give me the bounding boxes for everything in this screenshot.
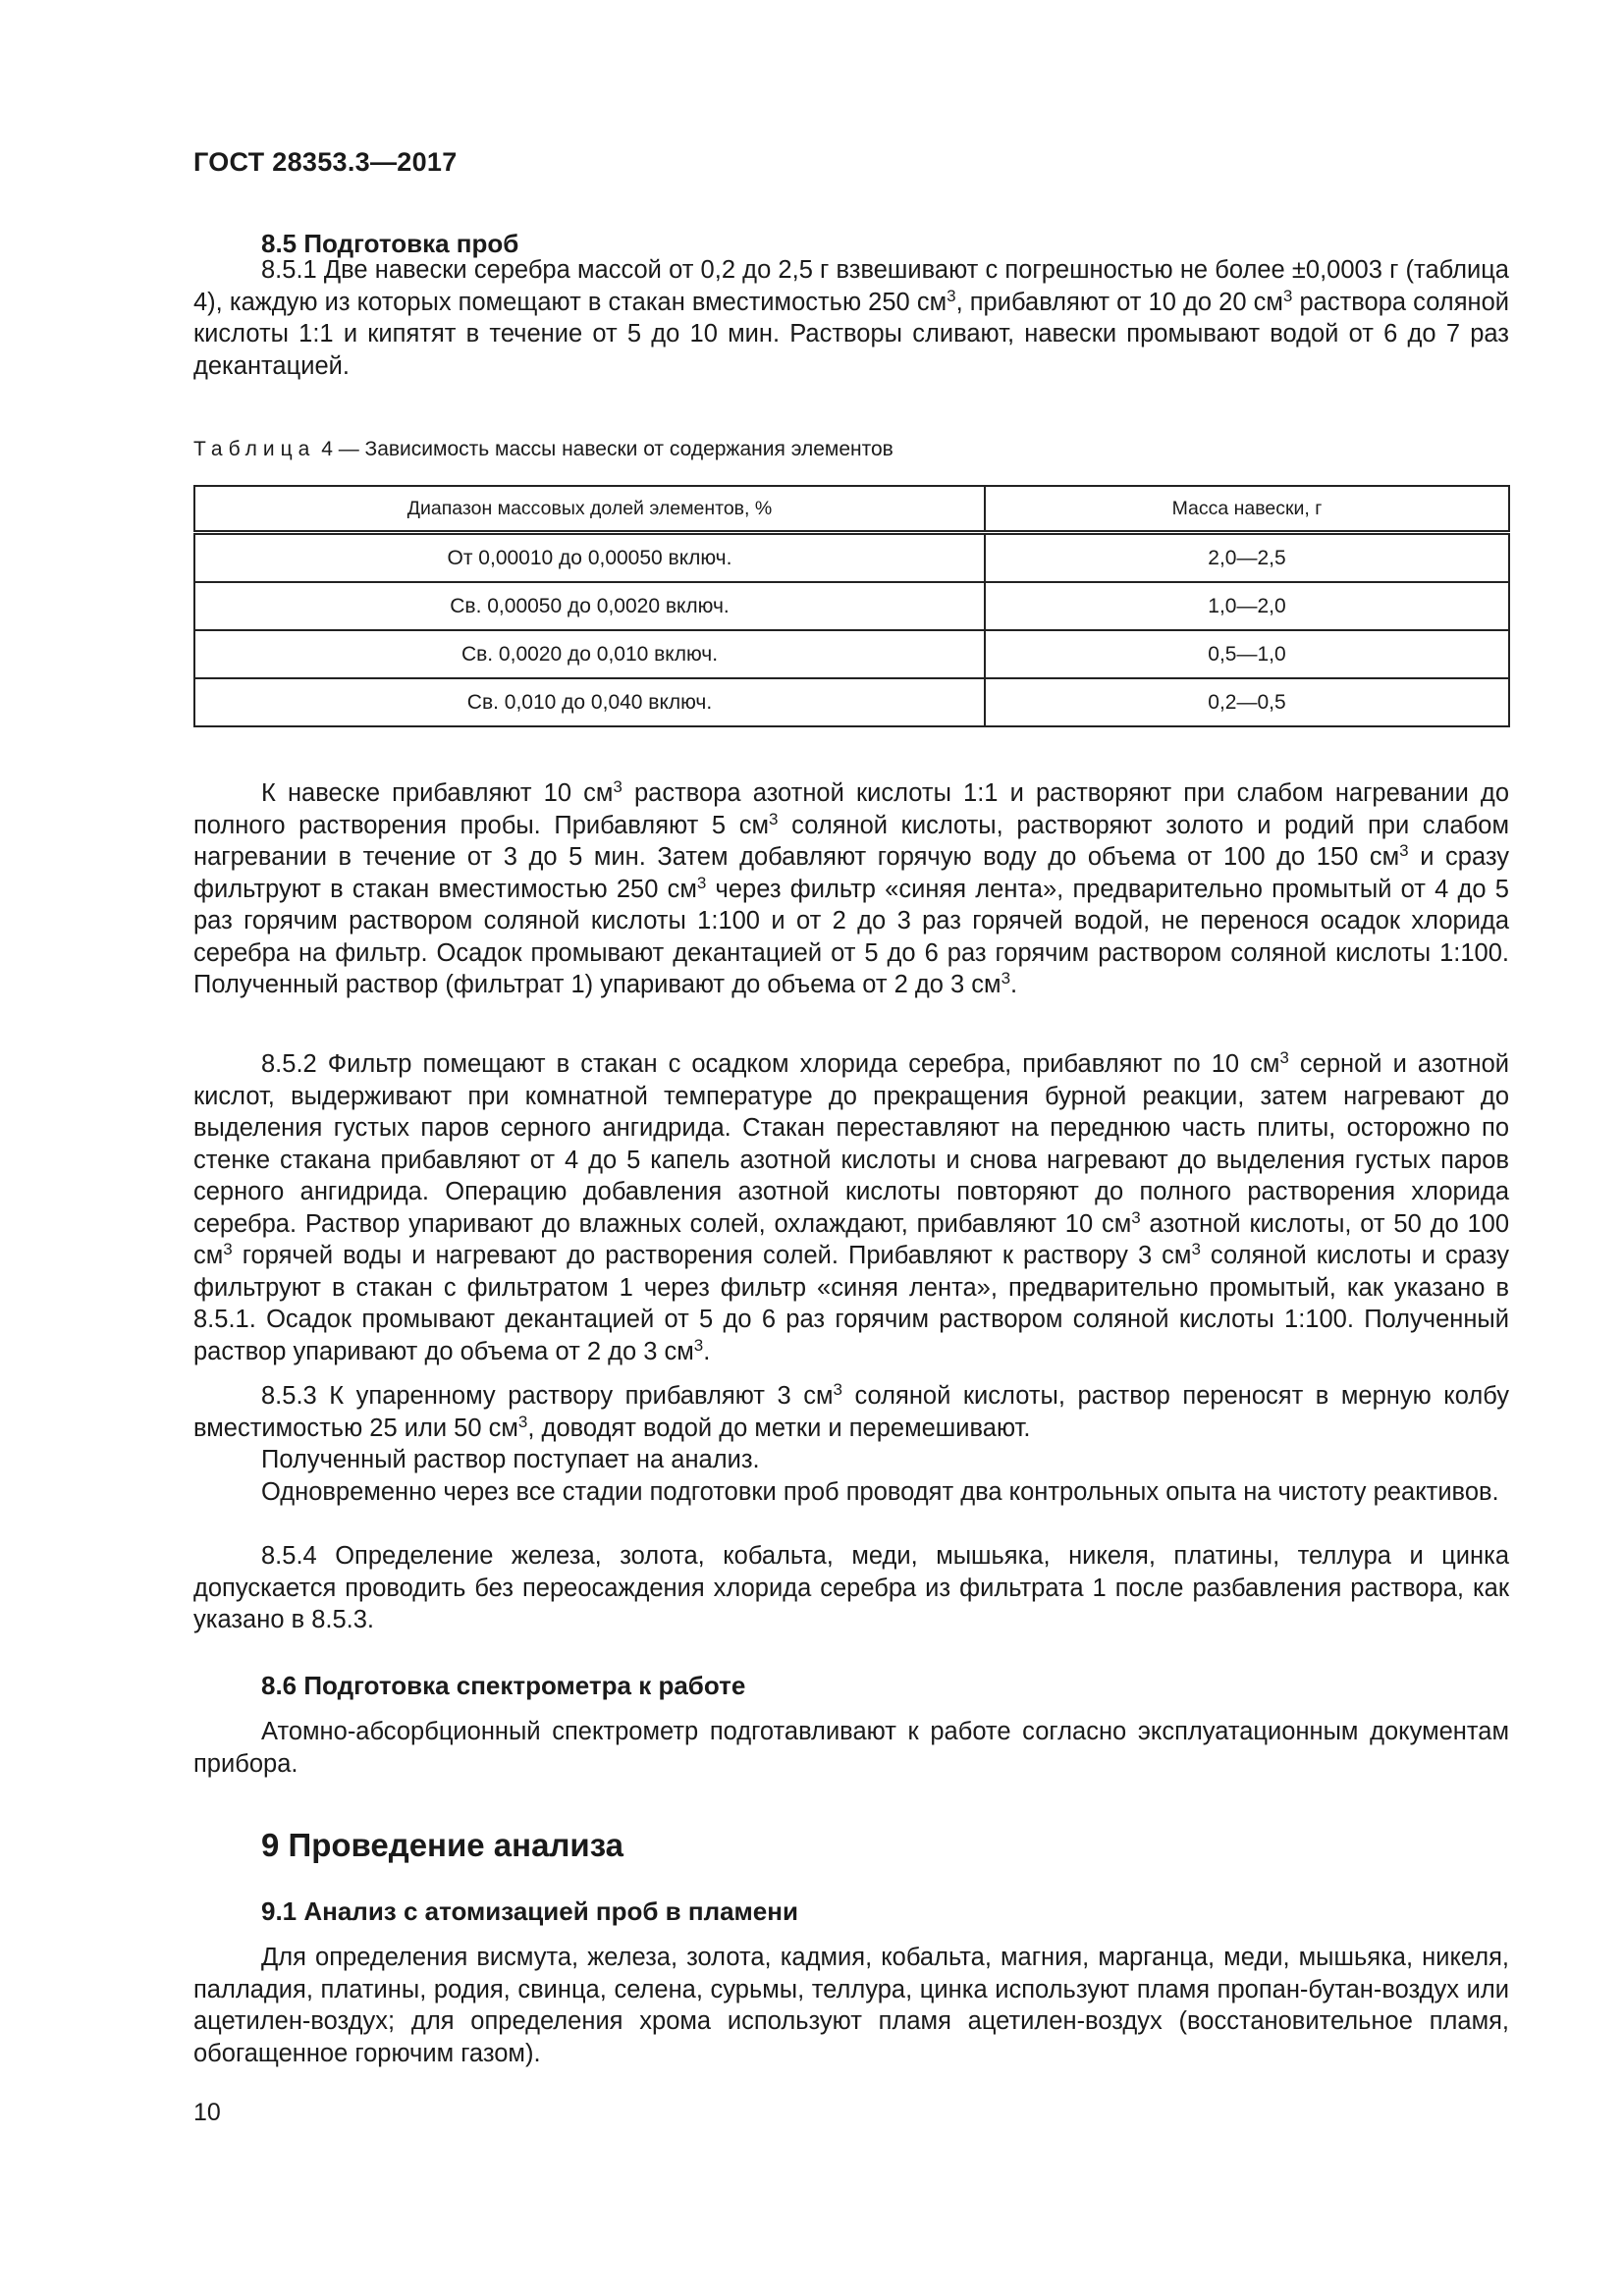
table-row [194, 630, 1509, 678]
table-cell: 0,2—0,5 [985, 678, 1509, 726]
table-cell: От 0,00010 до 0,00050 включ. [194, 533, 985, 583]
table-cell: Св. 0,00050 до 0,0020 включ. [194, 582, 985, 630]
table-cell: 0,5—1,0 [985, 630, 1509, 678]
paragraph-control-tests: Одновременно через все стадии подготовки проб проводят два контрольных опыта на чистоту реактивов. [261, 1478, 1499, 1506]
paragraph-8-5-2: 8.5.2 Фильтр помещают в стакан с осадком хлорида серебра, прибавляют по 10 $см^3$ серной и азотной кислот, выдерживают при комнатной температуре до прекращения бурной реакции, затем нагревают до выделения густых паров серного ангидрида. Стакан переставляют на переднюю часть плиты, осторожно по стенке стакана прибавляют от 4 до 5 капель азотной кислоты и снова нагревают до выделения густых паров серного ангидрида. Операцию добавления азотной кислоты повторяют до полного растворения хлорида серебра. Раствор упаривают до влажных солей, охлаждают, прибавляют 10 $см^3$ азотной кислоты, от 50 до 100 $см^3$ горячей воды и нагревают до растворения солей. Прибавляют к раствору 3 $см^3$ соляной кислоты и сразу фильтруют в стакан с фильтратом 1 через фильтр «синяя лента», предварительно промытый, как указано в 8.5.1. Осадок промывают декантацией от 5 до 6 раз горячим раствором соляной кислоты 1:100. Полученный раствор упаривают до объема от 2 до 3 $см^3$. [193, 1048, 1510, 1365]
section-8-6-title: 8.6 Подготовка спектрометра к работе [261, 1671, 746, 1700]
section-8-5-title: 8.5 Подготовка проб [261, 229, 519, 258]
table-row [194, 582, 1509, 630]
paragraph-nitric-acid: К навеске прибавляют 10 $см^3$ раствора азотной кислоты 1:1 и растворяют при слабом нагревании до полного растворения пробы. Прибавляют 5 $см^3$ соляной кислоты, растворяют золото и родий при слабом нагревании в течение от 3 до 5 мин. Затем добавляют горячую воду до объема от 100 до 150 $см^3$ и сразу фильтруют в стакан вместимостью 250 $см^3$ через фильтр «синяя лента», предварительно промытый от 4 до 5 раз горячим раствором соляной кислоты 1:100 и от 2 до 3 раз горячей водой, не перенося осадок хлорида серебра на фильтр. Осадок промывают декантацией от 5 до 6 раз горячим раствором соляной кислоты 1:100. Полученный раствор (фильтрат 1) упаривают до объема от 2 до 3 $см^3$. [193, 777, 1509, 998]
paragraph-8-6: Атомно-абсорбционный спектрометр подготавливают к работе согласно эксплуатационным документам прибора. [193, 1718, 1509, 1778]
table-cell: Св. 0,0020 до 0,010 включ. [194, 630, 985, 678]
paragraph-8-5-1: 8.5.1 Две навески серебра массой от 0,2 до 2,5 г взвешивают с погрешностью не более ±0,0003 г (таблица 4), каждую из которых помещают в стакан вместимостью 250 $см^3$, прибавляют от 10 до 20 $см^3$ раствора соляной кислоты 1:1 и кипятят в течение от 5 до 10 мин. Растворы сливают, навески промывают водой от 6 до 7 раз декантацией. [193, 256, 1510, 380]
table-4-caption: Таблица 4 — Зависимость массы навески от содержания элементов [193, 438, 893, 460]
table-row [194, 533, 1509, 583]
document-header: ГОСТ 28353.3—2017 [193, 147, 458, 177]
table-header-cell: Масса навески, г [985, 486, 1509, 533]
paragraph-9-1: Для определения висмута, железа, золота, кадмия, кобальта, магния, марганца, меди, мышьяка, никеля, палладия, платины, родия, свинца, селена, сурьмы, теллура, цинка используют пламя пропан-бутан-воздух или ацетилен-воздух; для определения хрома используют пламя ацетилен-воздух (восстановительное пламя, обогащенное горючим газом). [193, 1944, 1509, 2067]
table-cell: Св. 0,010 до 0,040 включ. [194, 678, 985, 726]
page-number: 10 [193, 2099, 221, 2126]
paragraph-received: Полученный раствор поступает на анализ. [261, 1446, 760, 1473]
table-4 [193, 485, 1510, 727]
table-cell: 1,0—2,0 [985, 582, 1509, 630]
table-cell: 2,0—2,5 [985, 533, 1509, 583]
table-header-row [194, 486, 1509, 533]
paragraph-8-5-4: 8.5.4 Определение железа, золота, кобальта, меди, мышьяка, никеля, платины, теллура и цинка допускается проводить без переосаждения хлорида серебра из фильтрата 1 после разбавления раствора, как указано в 8.5.3. [193, 1542, 1509, 1633]
section-9-1-title: 9.1 Анализ с атомизацией проб в пламени [261, 1896, 798, 1926]
table-header-cell: Диапазон массовых долей элементов, % [194, 486, 985, 533]
table-row [194, 678, 1509, 726]
section-9-title: 9 Проведение анализа [261, 1827, 624, 1863]
paragraph-8-5-3: 8.5.3 К упаренному раствору прибавляют 3 $см^3$ соляной кислоты, раствор переносят в мерную колбу вместимостью 25 или 50 $см^3$, доводят водой до метки и перемешивают. [193, 1380, 1509, 1442]
